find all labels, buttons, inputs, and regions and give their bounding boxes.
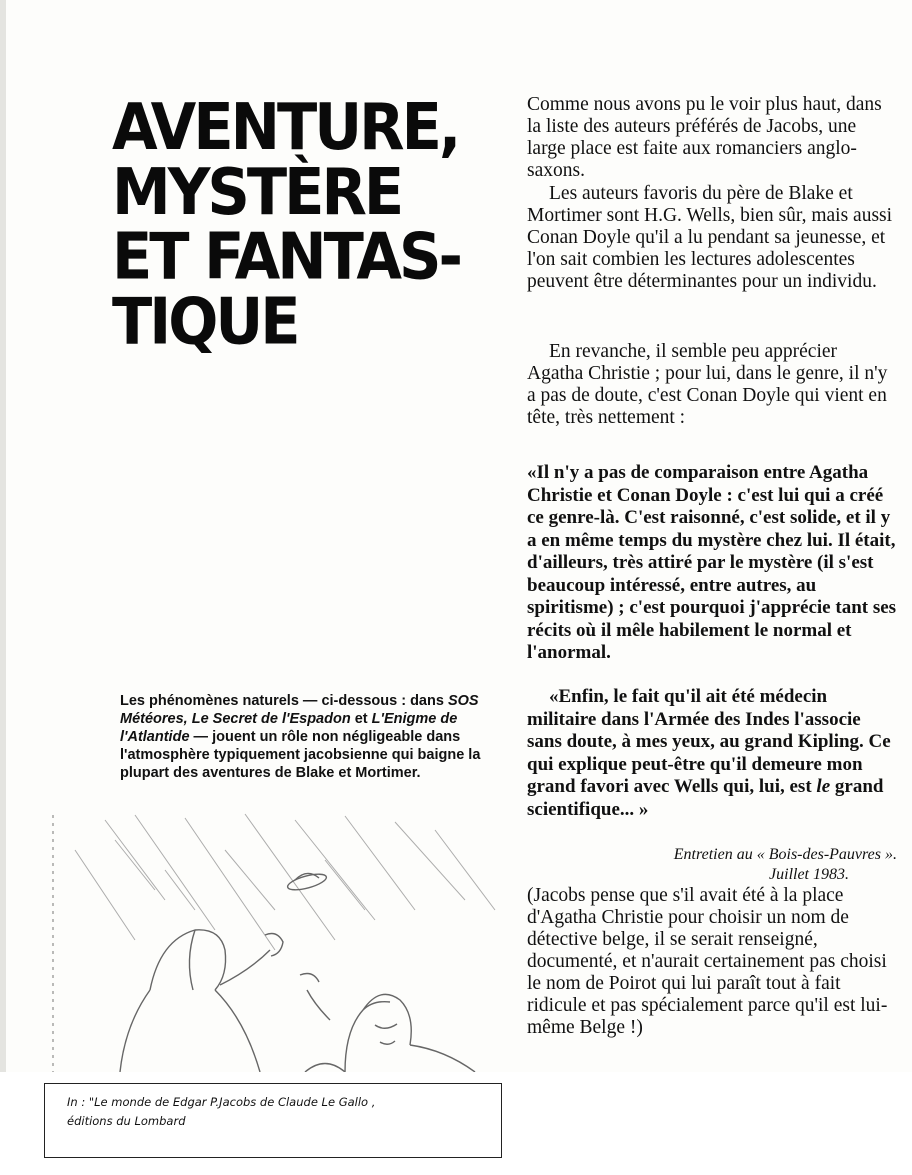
headline-line: ET FANTAS- [112, 219, 460, 294]
article-headline [112, 89, 512, 359]
headline-line: TIQUE [112, 284, 298, 359]
headline-line: MYSTÈRE [112, 154, 402, 229]
body-paragraph-4: (Jacobs pense que s'il avait été à la place d'Agatha Christie pour choisir un nom de détective belge, il se serait renseigné, documenté, et n'aurait certainement pas choisi le nom de Poirot qui lui paraît tout à fait ridicule et pas spécialement parce qu'il est lui-même Belge !) [527, 885, 888, 1038]
source-line: Entretien au « Bois-des-Pauvres ». [673, 846, 897, 863]
quote-emphasis: le [816, 776, 831, 797]
quote-source [527, 845, 897, 885]
page-edge [0, 0, 6, 1072]
body-paragraph-2: Les auteurs favoris du père de Blake et Mortimer sont H.G. Wells, bien sûr, mais aussi Conan Doyle qu'il a lu pendant sa jeunesse, et l'on sait combien les lectures adolescentes peuvent être déterminantes pour un individu. [527, 183, 893, 292]
interview-quote-2 [527, 686, 897, 821]
source-line: Juillet 1983. [769, 866, 849, 883]
body-paragraph-1: Comme nous avons pu le voir plus haut, dans la liste des auteurs préférés de Jacobs, une large place est faite aux romanciers anglo-saxons. [527, 94, 882, 181]
illustration-caption: Les phénomènes naturels — ci-dessous : dans SOS Météores, Le Secret de l'Espadon et L'Enigme de l'Atlantide — jouent un rôle non négligeable dans l'atmosphère typiquement jacobsienne qui baigne la plupart des aventures de Blake et Mortimer. [120, 693, 481, 781]
interview-quote-1: «Il n'y a pas de comparaison entre Agatha Christie et Conan Doyle : c'est lui qui a créé ce genre-là. C'est raisonné, c'est solide, et il y a en même temps du mystère chez lui. Il était, d'ailleurs, très attiré par le mystère (il s'est beaucoup intéressé, entre autres, au spiritisme) ; c'est pourquoi j'apprécie tant ses récits où il mêle habilement le normal et l'anormal. [527, 462, 897, 663]
quote-text: grand scientifique... » [527, 776, 884, 820]
headline-line: AVENTURE, [112, 89, 459, 165]
citation-box [44, 1083, 502, 1158]
quote-text: «Enfin, le fait qu'il ait été médecin militaire dans l'Armée des Indes l'associe sans doute, à mes yeux, au grand Kipling. Ce qui explique peut-être qu'il demeure mon grand favori avec Wells qui, lui, est [527, 686, 891, 797]
citation-line: éditions du Lombard [67, 1114, 186, 1128]
citation-line: In : "Le monde de Edgar P.Jacobs de Claude Le Gallo , [67, 1095, 376, 1109]
body-paragraph-3: En revanche, il semble peu apprécier Agatha Christie ; pour lui, dans le genre, il n'y a pas de doute, c'est Conan Doyle qui vient en tête, très nettement : [527, 341, 888, 428]
pencil-sketch-illustration [45, 810, 505, 1072]
